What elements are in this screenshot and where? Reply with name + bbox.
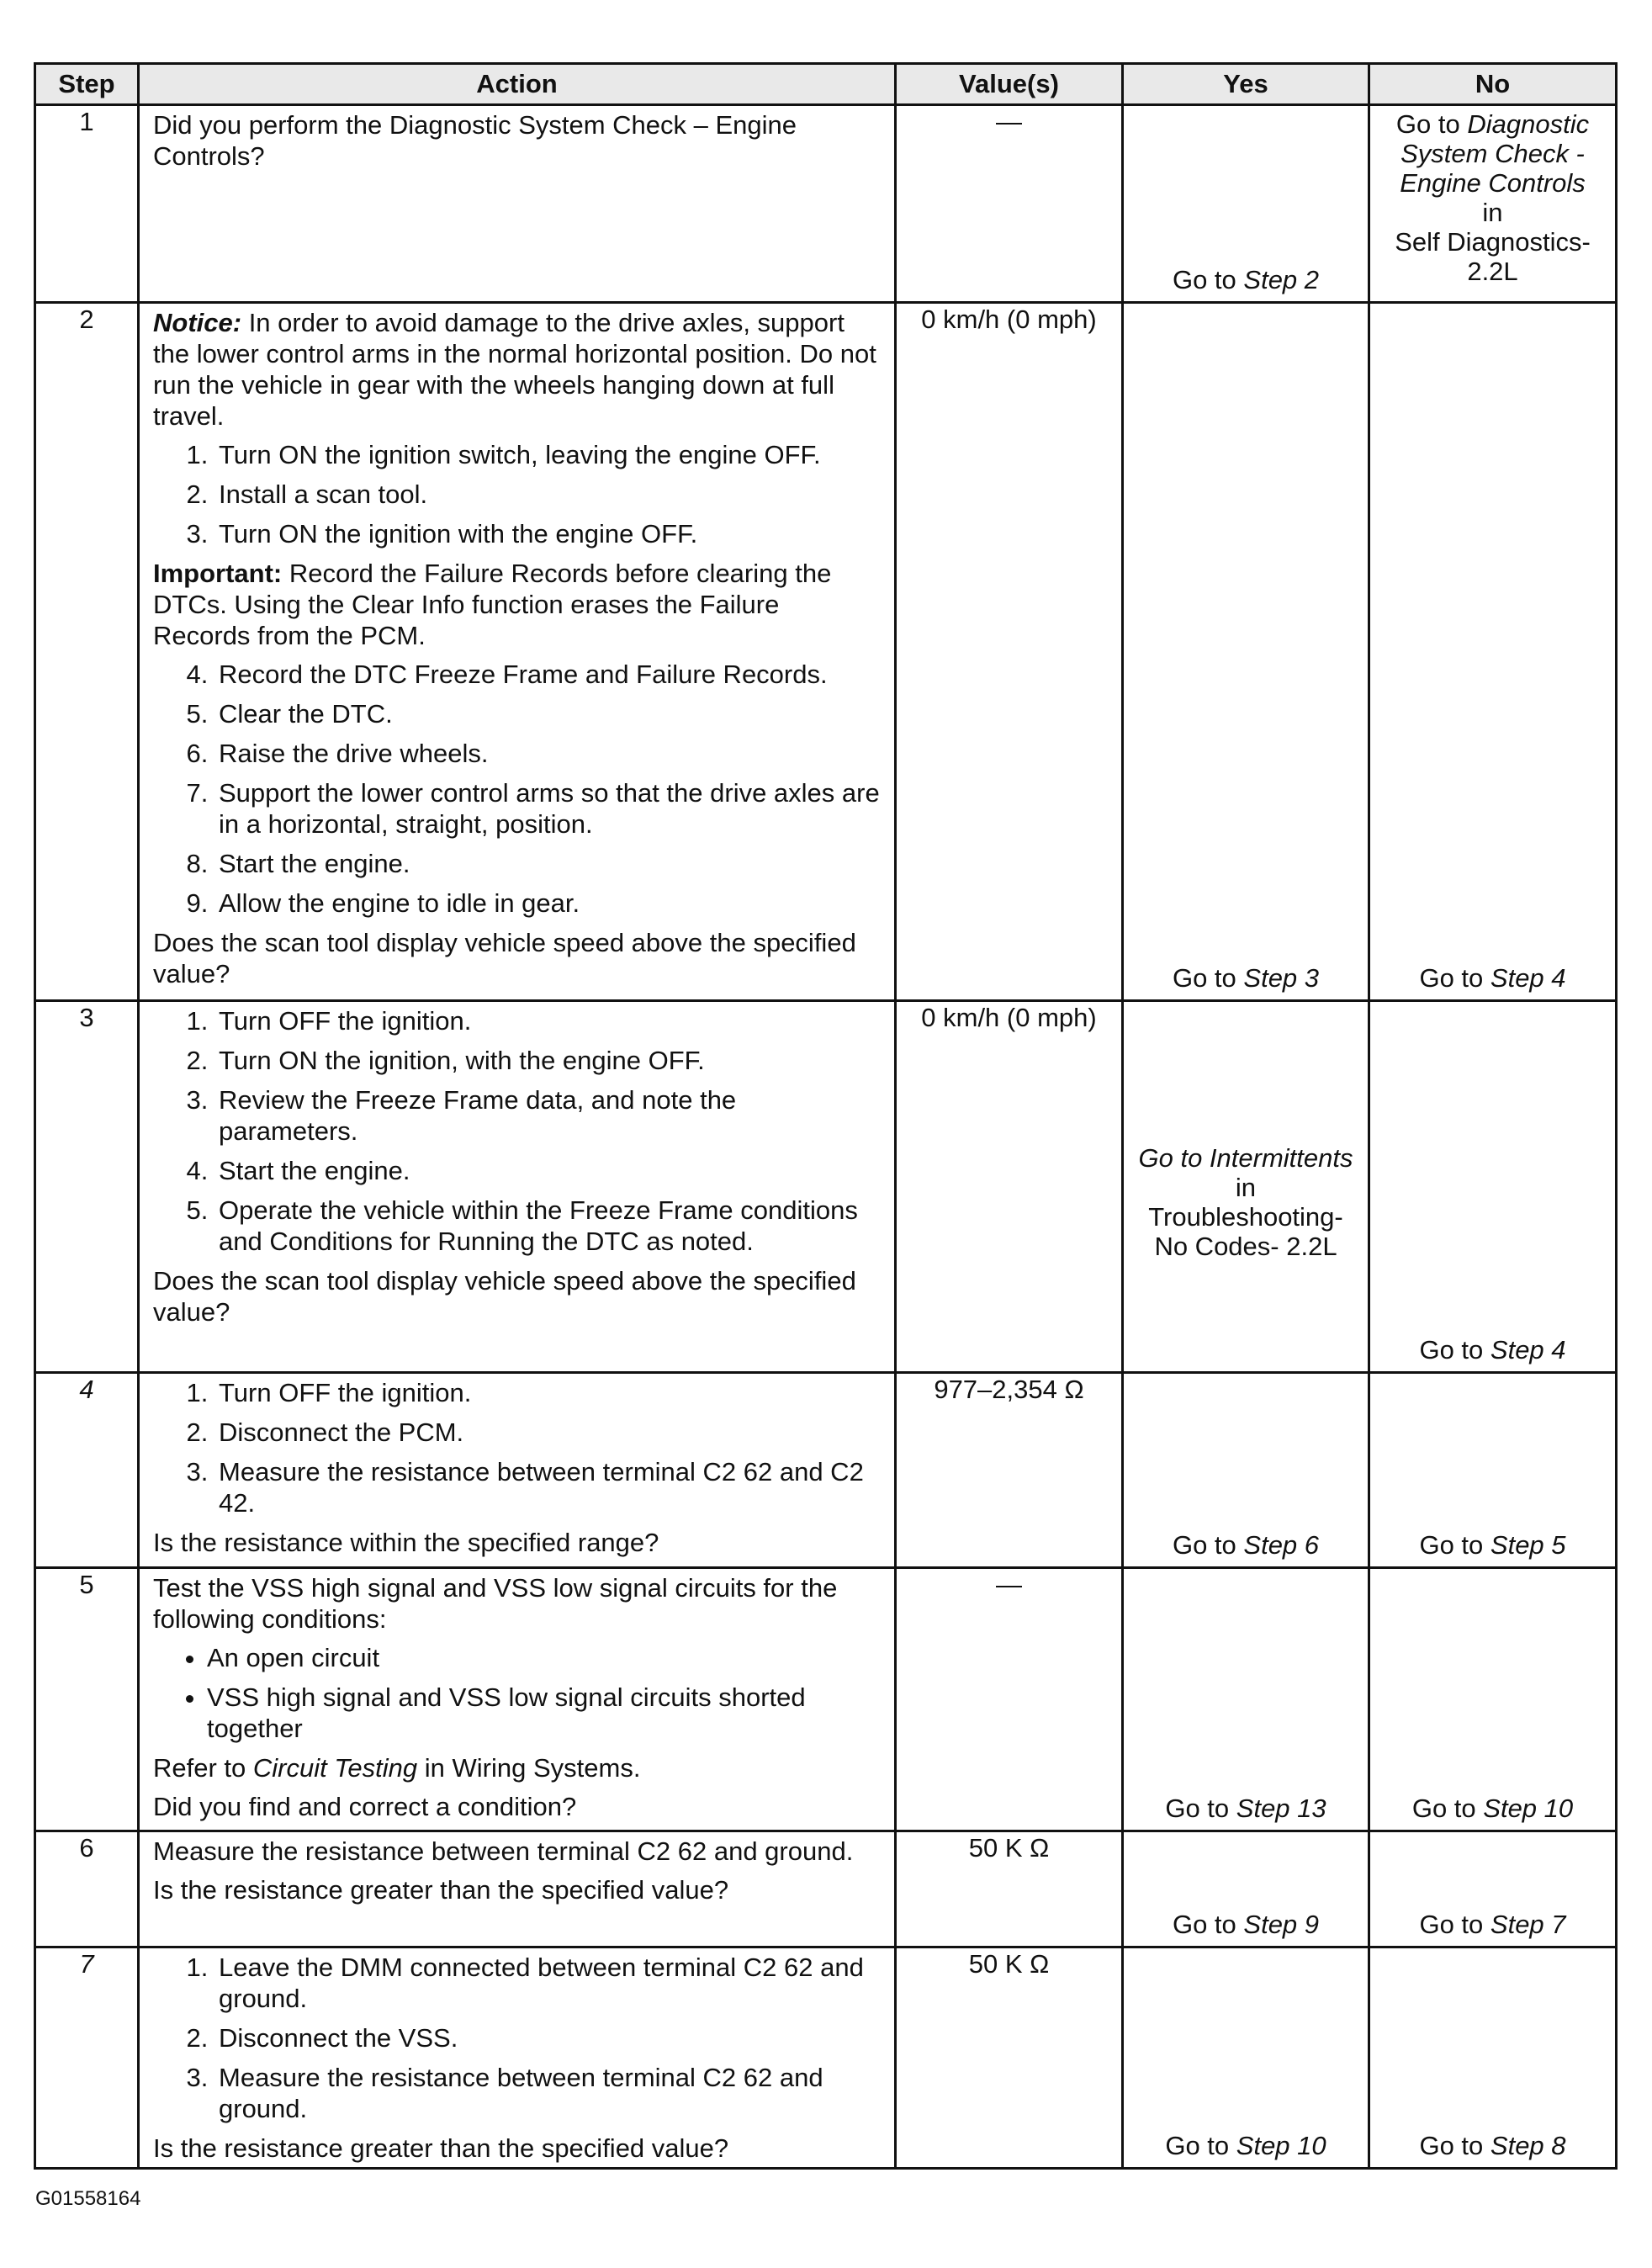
no-goto: Go to Step 8 xyxy=(1419,2131,1566,2160)
yes-goto: Go to Step 2 xyxy=(1172,265,1320,294)
action-cell xyxy=(139,1373,896,1568)
yes-goto: Go to Step 3 xyxy=(1172,963,1320,993)
list-item: 5. Clear the DTC. xyxy=(215,698,882,729)
list-item: 3. Turn ON the ignition with the engine OFF. xyxy=(215,518,882,549)
action-question: Does the scan tool display vehicle speed above the specified value? xyxy=(153,1266,856,1327)
action-question: Is the resistance greater than the specified value? xyxy=(153,2133,729,2163)
value-cell: — xyxy=(896,105,1123,303)
notice-label: Notice: xyxy=(153,308,242,337)
list-item: 4. Record the DTC Freeze Frame and Failure Records. xyxy=(215,659,882,690)
yes-line2: in xyxy=(1235,1172,1257,1202)
notice-text: In order to avoid damage to the drive axles, support the lower control arms in the normal horizontal position. Do not run the vehicle in gear with the wheels hanging down at full travel. xyxy=(153,308,876,431)
no-goto: Go to Step 4 xyxy=(1419,963,1566,993)
action-cell xyxy=(139,1568,896,1831)
yes-cell xyxy=(1123,105,1369,303)
table-row-step-4 xyxy=(35,1373,1617,1568)
action-cell xyxy=(139,1947,896,2169)
list-item: 3. Measure the resistance between terminal C2 62 and ground. xyxy=(215,2062,882,2124)
step-4-list xyxy=(153,1377,882,1518)
no-cell xyxy=(1369,303,1617,1001)
table-row-step-7 xyxy=(35,1947,1617,2169)
yes-line4: No Codes- 2.2L xyxy=(1154,1231,1337,1261)
no-link-line2[interactable]: System Check - xyxy=(1400,139,1585,168)
header-row xyxy=(35,64,1617,105)
notice-paragraph xyxy=(153,307,882,432)
action-question: Does the scan tool display vehicle speed above the specified value? xyxy=(153,928,856,988)
step-3-list xyxy=(153,1005,882,1257)
step-number: 6 xyxy=(35,1831,139,1947)
no-step-link[interactable]: Step 4 xyxy=(1490,1335,1566,1365)
important-paragraph xyxy=(153,558,882,651)
yes-step-link[interactable]: Step 9 xyxy=(1243,1910,1320,1939)
figure-id: G01558164 xyxy=(35,2187,141,2210)
action-question: Is the resistance within the specified range? xyxy=(153,1528,659,1557)
no-cell xyxy=(1369,1831,1617,1947)
yes-step-link[interactable]: Step 10 xyxy=(1236,2131,1326,2160)
no-cell xyxy=(1369,1947,1617,2169)
yes-cell xyxy=(1123,303,1369,1001)
no-link-diagnostic-system-check[interactable]: Diagnostic xyxy=(1467,109,1590,139)
value-cell: 977–2,354 Ω xyxy=(896,1373,1123,1568)
list-item: 1. Turn OFF the ignition. xyxy=(215,1377,882,1408)
list-item: • An open circuit xyxy=(207,1642,882,1673)
yes-goto: Go to Step 6 xyxy=(1172,1530,1320,1560)
no-cell xyxy=(1369,1568,1617,1831)
table-row-step-5 xyxy=(35,1568,1617,1831)
step-2-list-a xyxy=(153,439,882,549)
header-no: No xyxy=(1369,64,1617,105)
value-cell: 0 km/h (0 mph) xyxy=(896,1001,1123,1373)
no-cell xyxy=(1369,1373,1617,1568)
step-number: 1 xyxy=(35,105,139,303)
yes-link-intermittents[interactable]: Go to Intermittents xyxy=(1138,1142,1353,1173)
list-item: 1. Turn ON the ignition switch, leaving the engine OFF. xyxy=(215,439,882,470)
step-number: 2 xyxy=(35,303,139,1001)
step-2-list-b xyxy=(153,659,882,919)
no-goto: Go to Step 4 xyxy=(1419,1335,1566,1365)
no-step-link[interactable]: Step 7 xyxy=(1490,1910,1566,1939)
list-item: 7. Support the lower control arms so that the drive axles are in a horizontal, straight, position. xyxy=(215,777,882,840)
refer-paragraph: Refer to Circuit Testing in Wiring Systems. xyxy=(153,1753,641,1783)
list-item: • VSS high signal and VSS low signal circuits shorted together xyxy=(207,1682,882,1744)
no-goto: Go to Step 5 xyxy=(1419,1530,1566,1560)
no-cell: Go to Diagnostic System Check - Engine Controls in Self Diagnostics- 2.2L xyxy=(1369,105,1617,303)
yes-cell xyxy=(1123,1831,1369,1947)
header-step: Step xyxy=(35,64,139,105)
list-item: 2. Turn ON the ignition, with the engine OFF. xyxy=(215,1045,882,1076)
yes-line3: Troubleshooting- xyxy=(1148,1201,1343,1232)
no-step-link[interactable]: Step 10 xyxy=(1483,1794,1574,1823)
yes-step-link[interactable]: Step 6 xyxy=(1243,1530,1320,1560)
action-intro: Test the VSS high signal and VSS low signal circuits for the following conditions: xyxy=(153,1573,838,1634)
table-row-step-3 xyxy=(35,1001,1617,1373)
circuit-testing-link[interactable]: Circuit Testing xyxy=(252,1753,418,1783)
step-number: 5 xyxy=(35,1568,139,1831)
list-item: 1. Turn OFF the ignition. xyxy=(215,1005,882,1036)
yes-step-link[interactable]: Step 3 xyxy=(1243,963,1320,993)
no-step-link[interactable]: Step 8 xyxy=(1490,2131,1566,2160)
header-yes: Yes xyxy=(1123,64,1369,105)
table-row-step-1 xyxy=(35,105,1617,303)
list-item: 3. Review the Freeze Frame data, and note the parameters. xyxy=(215,1084,882,1147)
no-line4: in xyxy=(1482,198,1503,227)
list-item: 2. Disconnect the VSS. xyxy=(215,2022,882,2053)
diagnostic-table xyxy=(34,62,1618,2170)
list-item: 9. Allow the engine to idle in gear. xyxy=(215,888,882,919)
header-values: Value(s) xyxy=(896,64,1123,105)
no-link-line3[interactable]: Engine Controls xyxy=(1400,168,1586,198)
action-question: Did you find and correct a condition? xyxy=(153,1792,577,1821)
yes-step-link[interactable]: Step 2 xyxy=(1243,265,1320,294)
action-question: Is the resistance greater than the specified value? xyxy=(153,1875,729,1905)
no-step-link[interactable]: Step 5 xyxy=(1490,1530,1566,1560)
no-goto: Go to Step 7 xyxy=(1419,1910,1566,1939)
step-number: 3 xyxy=(35,1001,139,1373)
value-cell: — xyxy=(896,1568,1123,1831)
yes-cell xyxy=(1123,1373,1369,1568)
list-item: 5. Operate the vehicle within the Freeze Frame conditions and Conditions for Running the DTC as noted. xyxy=(215,1195,882,1257)
no-line5: Self Diagnostics- xyxy=(1395,227,1591,257)
header-action: Action xyxy=(139,64,896,105)
yes-cell xyxy=(1123,1568,1369,1831)
table-row-step-6 xyxy=(35,1831,1617,1947)
action-intro: Measure the resistance between terminal C2 62 and ground. xyxy=(153,1836,854,1866)
yes-goto: Go to Step 13 xyxy=(1165,1794,1326,1823)
list-item: 1. Leave the DMM connected between terminal C2 62 and ground. xyxy=(215,1952,882,2014)
no-step-link[interactable]: Step 4 xyxy=(1490,963,1566,993)
list-item: 2. Disconnect the PCM. xyxy=(215,1417,882,1448)
yes-goto: Go to Step 9 xyxy=(1172,1910,1320,1939)
important-text: Record the Failure Records before clearing the DTCs. Using the Clear Info function erases the Failure Records from the PCM. xyxy=(153,559,832,650)
action-cell xyxy=(139,303,896,1001)
list-item: 2. Install a scan tool. xyxy=(215,479,882,510)
no-cell xyxy=(1369,1001,1617,1373)
no-goto: Go to Step 10 xyxy=(1411,1794,1574,1823)
step-5-bullets xyxy=(153,1642,882,1744)
action-question: Did you perform the Diagnostic System Check – Engine Controls? xyxy=(153,110,797,171)
value-cell: 0 km/h (0 mph) xyxy=(896,303,1123,1001)
yes-step-link[interactable]: Step 13 xyxy=(1236,1794,1326,1823)
list-item: 3. Measure the resistance between terminal C2 62 and C2 42. xyxy=(215,1456,882,1518)
action-cell xyxy=(139,1001,896,1373)
table-row-step-2 xyxy=(35,303,1617,1001)
list-item: 8. Start the engine. xyxy=(215,848,882,879)
important-label: Important: xyxy=(153,559,283,588)
step-7-list xyxy=(153,1952,882,2124)
yes-goto: Go to Step 10 xyxy=(1165,2131,1326,2160)
list-item: 6. Raise the drive wheels. xyxy=(215,738,882,769)
step-number: 7 xyxy=(35,1947,139,2169)
action-cell xyxy=(139,1831,896,1947)
no-line6: 2.2L xyxy=(1467,257,1518,286)
list-item: 4. Start the engine. xyxy=(215,1155,882,1186)
value-cell: 50 K Ω xyxy=(896,1831,1123,1947)
value-cell: 50 K Ω xyxy=(896,1947,1123,2169)
yes-cell xyxy=(1123,1947,1369,2169)
step-number: 4 xyxy=(35,1373,139,1568)
yes-cell xyxy=(1123,1001,1369,1373)
action-cell xyxy=(139,105,896,303)
